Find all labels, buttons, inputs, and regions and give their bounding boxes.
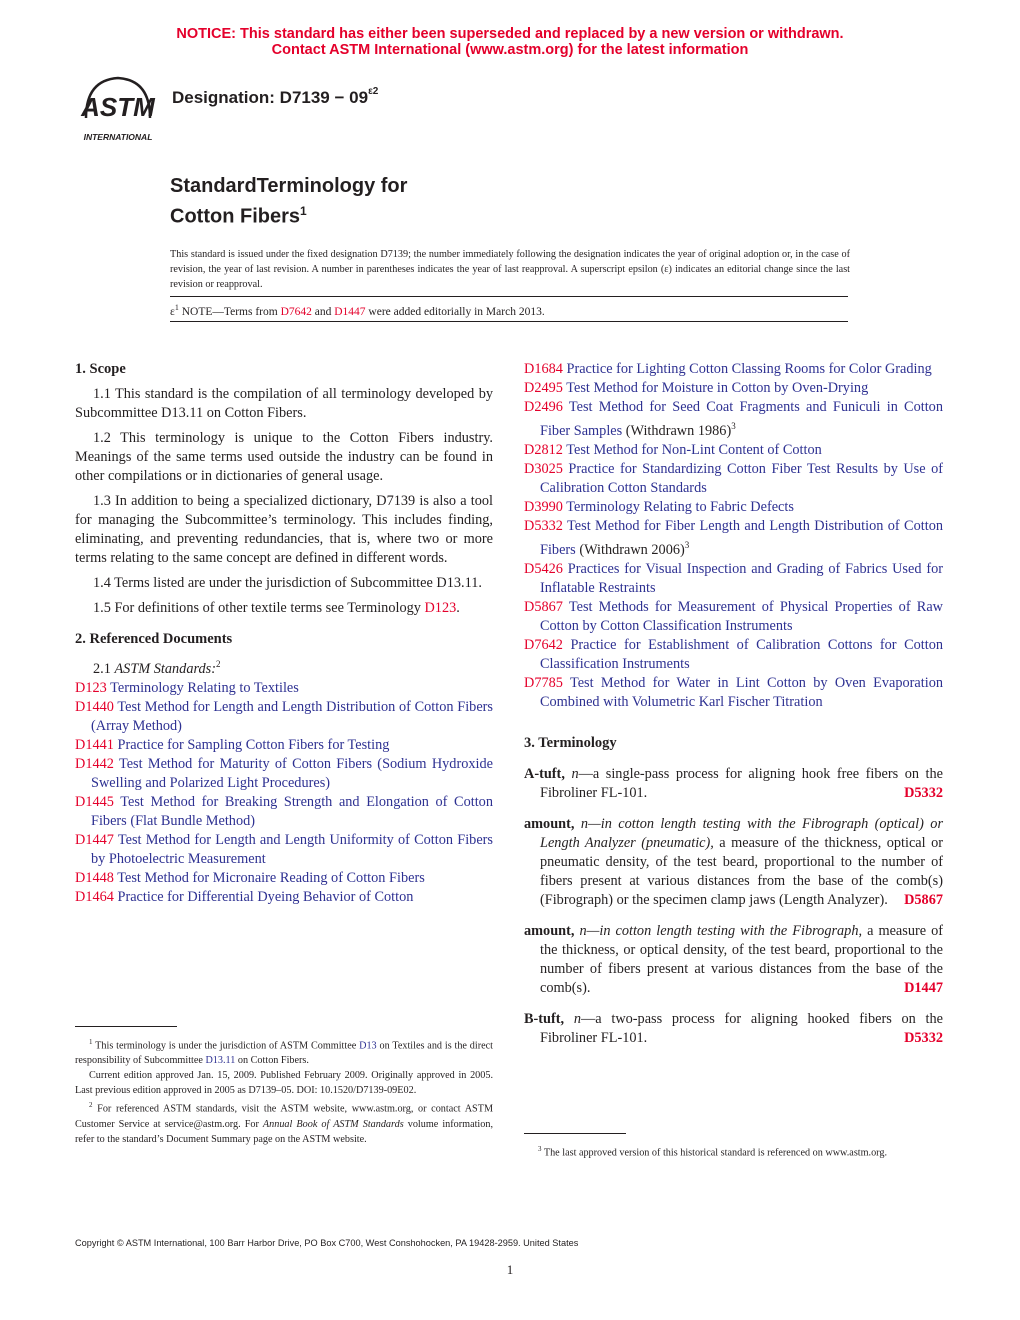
- reference-item[interactable]: [75, 793, 493, 831]
- reference-item[interactable]: [75, 869, 493, 888]
- reference-item[interactable]: [524, 460, 943, 498]
- scope-para: 1.1 This standard is the compilation of all terminology developed by Subcommittee D13.11 on Cotton Fibers.: [75, 386, 493, 421]
- reference-title[interactable]: Test Method for Maturity of Cotton Fibers (Sodium Hydroxide Swelling and Polarized Light Procedures): [91, 755, 493, 791]
- reference-title[interactable]: Test Method for Micronaire Reading of Cotton Fibers: [117, 869, 425, 886]
- reference-list-left: [75, 679, 493, 907]
- title-line-1: StandardTerminology for: [170, 175, 408, 197]
- reference-code[interactable]: D1448: [75, 869, 114, 886]
- footnote-3: [524, 1142, 943, 1160]
- fn3-sup: 3: [538, 1145, 542, 1153]
- left-column: [75, 360, 493, 907]
- reference-withdrawn: (Withdrawn 1986): [622, 422, 732, 439]
- reference-title[interactable]: Practice for Establishment of Calibration Cottons for Cotton Classification Instruments: [540, 636, 943, 672]
- reference-code[interactable]: D1442: [75, 755, 114, 772]
- term-entry: [524, 922, 943, 998]
- astm-logo: [72, 72, 164, 144]
- notice-line-1: NOTICE: This standard has either been superseded and replaced by a new version or withdrawn.: [176, 26, 844, 42]
- reference-title[interactable]: Practice for Standardizing Cotton Fiber Test Results by Use of Calibration Cotton Standards: [540, 460, 943, 496]
- reference-title[interactable]: Test Method for Water in Lint Cotton by Oven Evaporation Combined with Volumetric Karl Fischer Titration: [540, 674, 943, 710]
- reference-item[interactable]: [75, 755, 493, 793]
- term-list: [524, 765, 943, 1048]
- scope-heading: 1. Scope: [75, 361, 126, 377]
- reference-item[interactable]: [75, 679, 493, 698]
- reference-title[interactable]: Practice for Sampling Cotton Fibers for Testing: [117, 736, 390, 753]
- reference-list-right: [524, 360, 943, 712]
- scope-para: 1.3 In addition to being a specialized dictionary, D7139 is also a tool for managing the Subcommittee’s terminology. This includes finding, eliminating, and preventing redundancies, that is, where two or more terms relating to the same concept are defined in different words.: [75, 493, 493, 566]
- reference-item[interactable]: [524, 560, 943, 598]
- reference-item[interactable]: [524, 441, 943, 460]
- fn1-text-b: on Textiles and is the direct responsibility of Subcommittee: [75, 1040, 493, 1067]
- fn1-sup: 1: [89, 1038, 93, 1046]
- logo-text: ASTM: [81, 92, 155, 122]
- reference-item[interactable]: [75, 888, 493, 907]
- fn2-text-b: volume information, refer to the standard’s Document Summary page on the ASTM website.: [75, 1118, 493, 1145]
- designation-sup: ε2: [368, 86, 379, 98]
- fn2-sup: 2: [89, 1101, 93, 1110]
- reference-title[interactable]: Test Method for Seed Coat Fragments and Funiculi in Cotton Fiber Samples: [540, 399, 943, 439]
- term-source-link[interactable]: D5332: [904, 784, 943, 801]
- right-column: [524, 360, 943, 1060]
- reference-code[interactable]: D1445: [75, 793, 114, 810]
- reference-item[interactable]: [524, 598, 943, 636]
- fn2-italic: Annual Book of ASTM Standards: [262, 1118, 404, 1130]
- reference-item[interactable]: [524, 517, 943, 560]
- scope-ref-link[interactable]: D123: [424, 600, 457, 616]
- footnote-2: [75, 1098, 493, 1146]
- designation: [172, 88, 378, 108]
- reference-code[interactable]: D3025: [524, 460, 563, 477]
- reference-item[interactable]: [524, 636, 943, 674]
- reference-code[interactable]: D7785: [524, 674, 563, 691]
- copyright: Copyright © ASTM International, 100 Barr Harbor Drive, PO Box C700, West Conshohocken, PA 19428-2959. United States: [75, 1238, 579, 1248]
- reference-item[interactable]: [75, 831, 493, 869]
- reference-item[interactable]: [75, 736, 493, 755]
- title-line-2: Cotton Fibers: [170, 205, 300, 228]
- divider-top: [170, 296, 848, 297]
- reference-code[interactable]: D1441: [75, 736, 114, 753]
- term-context: —in cotton length testing with the Fibrograph,: [586, 922, 863, 939]
- reference-code[interactable]: D1684: [524, 361, 563, 377]
- term-source-link[interactable]: D1447: [904, 979, 943, 996]
- reference-code[interactable]: D2496: [524, 399, 563, 415]
- fn3-text: The last approved version of this historical standard is referenced on www.astm.org.: [541, 1147, 888, 1159]
- scope-p5-text: 1.5 For definitions of other textile terms see Terminology: [93, 600, 425, 616]
- fn2-text-a: For referenced ASTM standards, visit the ASTM website, www.astm.org, or contact ASTM Customer Service at service@astm.org. For: [75, 1103, 493, 1130]
- epsilon-ref-link[interactable]: D7642: [280, 305, 312, 318]
- notice-banner: [0, 26, 1020, 58]
- refdocs-sub-italic: ASTM Standards:: [114, 660, 216, 677]
- term-definition: a measure of the thickness, optical or pneumatic density, of the test beard, proportional to the number of fibers present at various distances from the base of the comb(s) (Fibrograph) or the specimen clamp jaws (Length Analyzer).: [540, 834, 943, 908]
- reference-code[interactable]: D1447: [75, 831, 114, 848]
- fn1-text-c: on Cotton Fibers.: [235, 1055, 309, 1067]
- reference-title[interactable]: Test Method for Non-Lint Content of Cotton: [566, 441, 822, 458]
- reference-code[interactable]: D123: [75, 679, 107, 696]
- reference-title[interactable]: Test Method for Length and Length Distribution of Cotton Fibers (Array Method): [91, 698, 493, 734]
- refdocs-sub-sup: 2: [216, 659, 221, 669]
- footnote-rule: [524, 1133, 626, 1134]
- epsilon-ref-link[interactable]: D1447: [334, 305, 366, 318]
- fn1-committee-link[interactable]: D13: [359, 1040, 377, 1052]
- term-definition: —a single-pass process for aligning hook free fibers on the Fibroliner FL-101.: [540, 765, 943, 801]
- reference-code[interactable]: D5332: [524, 517, 563, 534]
- logo-subtext: INTERNATIONAL: [83, 132, 153, 142]
- reference-code[interactable]: D1440: [75, 698, 114, 715]
- reference-code[interactable]: D7642: [524, 636, 563, 653]
- reference-title[interactable]: Test Method for Moisture in Cotton by Oven-Drying: [566, 380, 869, 396]
- reference-title[interactable]: Practices for Visual Inspection and Grading of Fabrics Used for Inflatable Restraints: [540, 560, 944, 596]
- scope-p5-end: .: [456, 600, 460, 616]
- reference-item[interactable]: [524, 398, 943, 441]
- refdocs-heading: 2. Referenced Documents: [75, 631, 233, 647]
- fn1-subcommittee-link[interactable]: D13.11: [205, 1055, 236, 1067]
- term-source-link[interactable]: D5867: [904, 891, 943, 908]
- reference-title[interactable]: Practice for Differential Dyeing Behavior of Cotton: [117, 888, 414, 905]
- reference-code[interactable]: D5426: [524, 560, 563, 577]
- term-word: A-tuft,: [524, 765, 565, 782]
- term-definition: —a two-pass process for aligning hooked fibers on the Fibroliner FL-101.: [540, 1010, 943, 1046]
- epsilon-sup: 1: [174, 303, 179, 312]
- scope-para: 1.4 Terms listed are under the jurisdiction of Subcommittee D13.11.: [93, 575, 482, 591]
- reference-footnote-sup: 3: [684, 539, 690, 550]
- reference-item[interactable]: [75, 698, 493, 736]
- term-word: amount,: [524, 815, 575, 832]
- reference-code[interactable]: D5867: [524, 598, 563, 615]
- term-source-link[interactable]: D5332: [904, 1029, 943, 1046]
- reference-code[interactable]: D2812: [524, 441, 563, 458]
- reference-item[interactable]: [524, 379, 943, 398]
- reference-code[interactable]: D1464: [75, 888, 114, 905]
- term-pos: n: [571, 765, 579, 782]
- footnote-1: [75, 1035, 493, 1068]
- term-entry: [524, 815, 943, 910]
- reference-title[interactable]: Test Method for Breaking Strength and Elongation of Cotton Fibers (Flat Bundle Method): [91, 793, 493, 829]
- term-definition: a measure of the thickness, or optical density, of the test beard, proportional to the number of fibers present at various distances from the base of the comb(s).: [540, 922, 944, 996]
- reference-title[interactable]: Terminology Relating to Textiles: [110, 679, 299, 696]
- designation-label: Designation: D7139 − 09: [172, 88, 369, 107]
- scope-para: [75, 599, 493, 618]
- notice-line-2: Contact ASTM International (www.astm.org) for the latest information: [271, 42, 749, 58]
- term-context: —in cotton length testing with the Fibrograph (optical) or Length Analyzer (pneumatic),: [540, 815, 944, 851]
- term-pos: n: [573, 1010, 581, 1027]
- term-entry: [524, 1010, 943, 1048]
- footnotes-left: [75, 1035, 493, 1147]
- term-word: B-tuft,: [524, 1010, 565, 1027]
- fn1-text-a: This terminology is under the jurisdiction of ASTM Committee: [92, 1040, 360, 1052]
- reference-withdrawn: (Withdrawn 2006): [575, 541, 685, 558]
- terminology-heading: 3. Terminology: [524, 734, 617, 751]
- reference-title[interactable]: Test Method for Length and Length Uniformity of Cotton Fibers by Photoelectric Measurement: [91, 831, 493, 867]
- term-pos: n: [579, 922, 587, 939]
- epsilon-note: [170, 303, 545, 318]
- issue-note: This standard is issued under the fixed designation D7139; the number immediately following the designation indicates the year of original adoption or, in the case of revision, the year of last revision. A number in parentheses indicates the year of last reapproval. A superscript epsilon (ε) indicates an editorial change since the last revision or reapproval.: [170, 249, 850, 290]
- footnote-1-edition: Current edition approved Jan. 15, 2009. Published February 2009. Originally approved in 2005. Last previous edition approved in 2005 as D7139–05. DOI: 10.1520/D7139-09E02.: [75, 1070, 493, 1097]
- term-pos: n: [580, 815, 589, 832]
- term-entry: [524, 765, 943, 803]
- refdocs-subheading: [75, 655, 493, 679]
- reference-title[interactable]: Test Method for Fiber Length and Length Distribution of Cotton Fibers: [540, 517, 943, 558]
- refdocs-sub-prefix: 2.1: [93, 660, 115, 677]
- reference-code[interactable]: D3990: [524, 498, 563, 515]
- reference-title[interactable]: Terminology Relating to Fabric Defects: [566, 498, 794, 515]
- divider-bottom: [170, 321, 848, 322]
- reference-item[interactable]: [524, 674, 943, 712]
- reference-item[interactable]: [524, 498, 943, 517]
- reference-title[interactable]: Test Methods for Measurement of Physical Properties of Raw Cotton by Cotton Classification Instruments: [540, 598, 943, 634]
- page-number: 1: [506, 1262, 514, 1277]
- page-title: [170, 174, 407, 230]
- title-sup: 1: [300, 204, 307, 218]
- scope-para: 1.2 This terminology is unique to the Cotton Fibers industry. Meanings of the same terms used outside the industry can be found in other compilations or in dictionaries of general usage.: [75, 430, 493, 484]
- reference-title[interactable]: Practice for Lighting Cotton Classing Rooms for Color Grading: [566, 361, 932, 377]
- epsilon-text-a: NOTE—Terms from: [178, 305, 281, 318]
- reference-item[interactable]: [524, 360, 943, 379]
- epsilon-symbol: ε: [170, 305, 175, 318]
- term-word: amount,: [524, 922, 575, 939]
- reference-footnote-sup: 3: [731, 421, 736, 431]
- epsilon-text-c: were added editorially in March 2013.: [365, 305, 545, 318]
- epsilon-text-b: and: [311, 305, 335, 318]
- footnote-rule: [75, 1026, 177, 1027]
- reference-code[interactable]: D2495: [524, 380, 563, 396]
